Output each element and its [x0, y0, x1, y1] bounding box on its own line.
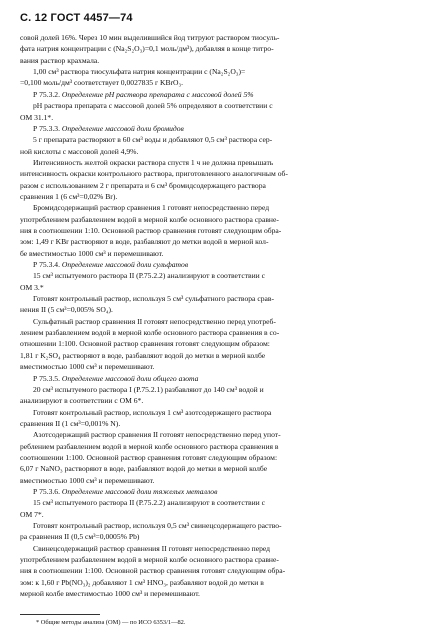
text-line: 6,07 г NaNO₃ растворяют в воде, разбавляют водой до метки в мерной колбе — [20, 464, 268, 474]
text-line: =0,100 моль/дм³ соответствует 0,0027835 г KBrO₃. — [20, 78, 184, 88]
text-line: употреблением разбавлением водой в мерной колбе основного раствора сравне- — [20, 214, 279, 224]
text-line: Бромидсодержащий раствор сравнения 1 готовят непосредственно перед — [33, 203, 270, 213]
text-line: 5 г препарата растворяют в 60 см³ воды и добавляют 0,5 см³ раствора сер- — [33, 135, 273, 145]
text-line: реблением разбавлением водой в мерной колбе основного раствора сравнения в — [20, 441, 279, 451]
text-line: мерной колбе вместимостью 1000 см³ и перемешивают. — [20, 589, 200, 599]
text-line: сравнения 1 (6 см³=0,02% Br). — [20, 191, 118, 201]
text-line: вместимостью 1000 см³ и перемешивают. — [20, 475, 155, 485]
text-line: разом с использованием 2 г препарата и 6 см³ бромидсодержащего раствора — [20, 180, 266, 190]
text-line: анализируют в соответствии с ОМ 6*. — [20, 396, 144, 406]
text-line: бе вместимостью 1000 см³ и перемешивают. — [20, 248, 164, 258]
text-line: 20 см³ испытуемого раствора I (Р.75.2.1) разбавляют до 140 см³ водой и — [33, 384, 264, 394]
text-line: вания раствор крахмала. — [20, 55, 100, 65]
footnote: * Общие методы анализа (ОМ) — по ИСО 6353/1—82. — [36, 619, 186, 626]
section-number: Р 75.3.4. — [33, 260, 62, 269]
text-line: нения II (5 см³=0,005% SO₄). — [20, 305, 113, 315]
text-line: зом: к 1,60 г Pb(NO₃)₂ добавляют 1 см³ HNO₃, разбавляют водой до метки в — [20, 577, 264, 587]
text-line: Сульфатный раствор сравнения II готовят непосредственно перед употреб- — [33, 316, 276, 326]
text-line: Интенсивность желтой окраски раствора спустя 1 ч не должна превышать — [33, 157, 274, 167]
text-line: употреблением разбавлением водой в мерной колбе основного раствора сравне- — [20, 555, 279, 565]
section-number: Р 75.3.6. — [33, 487, 62, 496]
section-heading — [33, 90, 408, 99]
footnote-divider — [20, 614, 100, 615]
text-line: 1,81 г K₂SO₄ растворяют в воде, разбавляют водой до метки в мерной колбе — [20, 350, 266, 360]
text-line: интенсивность окраски контрольного раствора, приготовленного аналогичным об- — [20, 169, 288, 179]
section-heading — [33, 374, 408, 383]
text-line: 15 см³ испытуемого раствора II (Р.75.2.2) анализируют в соответствии с — [33, 271, 266, 281]
text-line: ния в соотношении 1:10. Основной раствор сравнения готовят следующим обра- — [20, 225, 282, 235]
text-line: ния в соотношении 1:100. Основной раствор сравнения готовят следующим обра- — [20, 566, 286, 576]
section-number: Р 75.3.2. — [33, 89, 62, 99]
text-line: ОМ 3.* — [20, 282, 44, 292]
text-line: ОМ 7*. — [20, 509, 44, 519]
text-line: зом: 1,49 г KBr растворяют в воде, разбавляют до метки водой в мерной кол- — [20, 237, 269, 247]
text-line: Свинецсодержащий раствор сравнения II готовят непосредственно перед — [33, 543, 271, 553]
text-line: сравнения II (1 см³=0,001% N). — [20, 418, 121, 428]
section-number: Р 75.3.3. — [33, 123, 62, 133]
text-line: Готовят контрольный раствор, используя 0,5 см³ свинецсодержащего раство- — [33, 521, 282, 530]
page-header: С. 12 ГОСТ 4457—74 — [20, 12, 133, 24]
section-heading — [33, 260, 408, 269]
text-line: лением разбавлением водой в мерной колбе основного раствора сравнения в со- — [20, 328, 280, 338]
section-title: Определение массовой доли тяжелых металлов — [61, 487, 218, 496]
text-line: 1,00 см³ раствора тиосульфата натрия концентрации c (Na₂S₂O₃)= — [33, 67, 246, 76]
text-line: соотношении 1:100. Основной раствор сравнения готовят следующим образом: — [20, 452, 278, 462]
section-heading — [33, 487, 408, 496]
text-line: отношении 1:100. Основной раствор сравнения готовят следующим образом: — [20, 339, 270, 349]
text-line: 15 см³ испытуемого раствора II (Р.75.2.2) анализируют в соответствии с — [33, 498, 266, 508]
section-number: Р 75.3.5. — [33, 373, 62, 383]
section-title: Определение массовой доли общего азота — [61, 373, 199, 383]
text-line: ра сравнения II (0,5 см³=0,0005% Pb) — [20, 532, 140, 542]
text-line: ОМ 31.1*. — [20, 112, 54, 122]
section-title: Определение pH раствора препарата с массовой долей 5% — [61, 89, 254, 99]
text-line: совой долей 16%. Через 10 мин выделившийся йод титруют раствором тиосуль- — [20, 33, 280, 42]
text-line: вместимостью 1000 см³ и перемешивают. — [20, 362, 155, 372]
text-line: Готовят контрольный раствор, используя 5 см³ сульфатного раствора срав- — [33, 294, 274, 304]
section-title: Определение массовой доли сульфатов — [61, 260, 189, 269]
text-line: фата натрия концентрации c (Na₂S₂O₃)=0,1 моль/дм³), добавляя в конце титро- — [20, 44, 274, 54]
text-line: pH раствора препарата с массовой долей 5% определяют в соответствии с — [33, 101, 273, 111]
text-line: Готовят контрольный раствор, используя 1 см³ азотсодержащего раствора — [33, 407, 272, 417]
section-title: Определение массовой доли бромидов — [61, 123, 184, 133]
section-heading — [33, 124, 408, 133]
text-line: ной кислоты с массовой долей 4,9%. — [20, 146, 139, 156]
text-line: Азотсодержащий раствор сравнения II готовят непосредственно перед упот- — [33, 430, 281, 440]
